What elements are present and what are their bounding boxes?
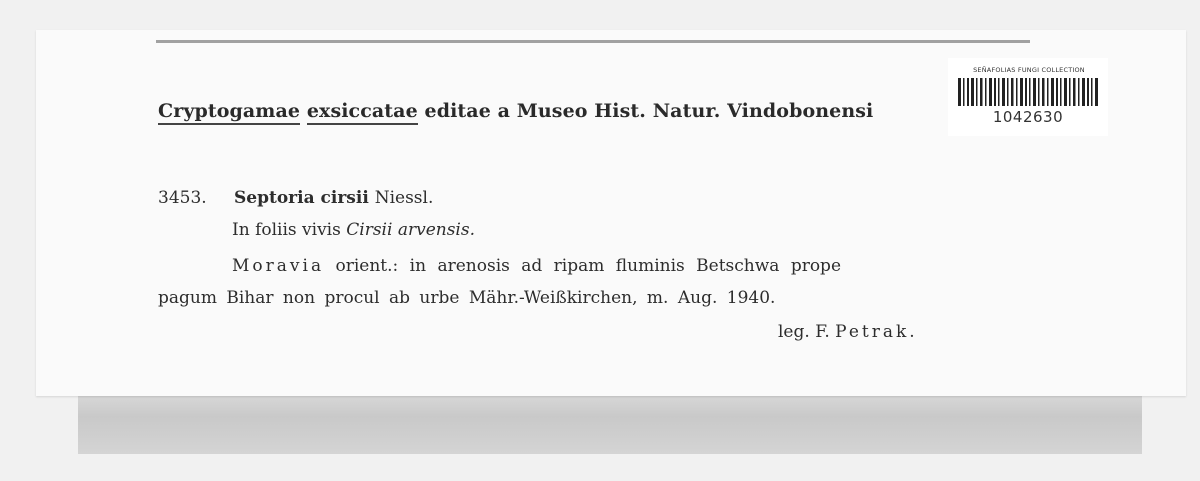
backing-sheet xyxy=(78,392,1142,454)
barcode-number: 1042630 xyxy=(992,108,1064,126)
host-name: Cirsii arvensis. xyxy=(346,220,475,240)
series-header xyxy=(158,100,873,122)
series-title-rest: editae a Museo Hist. Natur. Vindobonensi xyxy=(424,100,874,122)
specimen-number: 3453. xyxy=(158,188,207,208)
species-author: Niessl. xyxy=(374,188,434,208)
host-line xyxy=(232,220,475,240)
locality-line-1 xyxy=(232,256,841,276)
species-name xyxy=(234,188,433,208)
barcode-icon xyxy=(958,78,1098,106)
leg-prefix: leg. F. xyxy=(778,322,830,342)
host-prefix: In foliis vivis xyxy=(232,220,341,240)
locality-line-2: pagum Bihar non procul ab urbe Mähr.-Weißkirchen, m. Aug. 1940. xyxy=(158,288,776,308)
series-title-word1: Cryptogamae xyxy=(158,100,300,125)
locality-line-1-rest: orient.: in arenosis ad ripam fluminis Betschwa prope xyxy=(335,256,841,276)
top-rule xyxy=(156,40,1030,43)
series-title-word2: exsiccatae xyxy=(307,100,418,125)
region: Moravia xyxy=(232,256,325,276)
collector-line xyxy=(778,322,918,342)
collector-name: Petrak. xyxy=(835,322,918,342)
barcode-caption: SEÑAFOLIAS FUNGI COLLECTION xyxy=(973,66,1085,74)
genus-species: Septoria cirsii xyxy=(234,188,369,208)
